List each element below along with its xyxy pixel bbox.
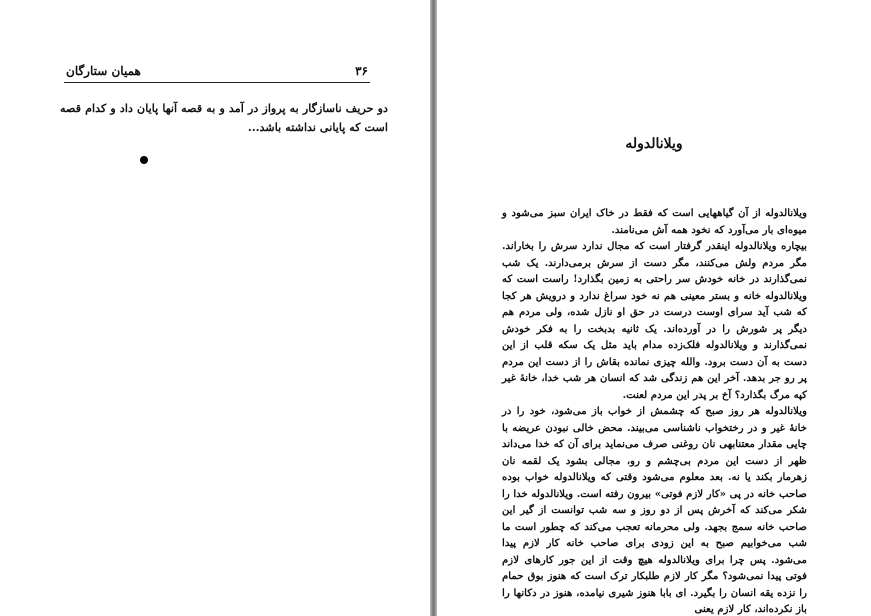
left-page — [0, 0, 430, 616]
chapter-title: ویلانالدوله — [625, 136, 683, 152]
paragraph: بیچاره ویلانالدوله اینقدر گرفتار است که مجال ندارد سرش را بخاراند. مگر مردم ولش می‌کنند، مگر دست از سرش برمی‌دارند. یک شب نمی‌گذارند در خانه خودش سر راحتی به زمین بگذارد! راست است که ویلانالدوله خانه و بستر معینی هم نه خود سراغ ندارد و درویش هر کجا که شب آید سرای اوست درست در حق او نازل شده، ولی مردم هم دیگر پر شورش را در آورده‌اند. یک ثانیه بدبخت را به فکر خودش نمی‌گذارند و ویلانالدوله فلک‌زده مدام باید مثل یک سکه قلب از این دست به آن دست برود. والله چیزی نمانده بقاش را از دست این مردم پر رو جر بدهد. آخر این هم زندگی شد که انسان هر شب خدا، خانهٔ غیر کپه مرگ بگذارد؟ آخ بر پدر این مردم لعنت. — [502, 240, 807, 401]
right-page — [437, 0, 871, 616]
running-title: همیان ستارگان — [66, 64, 141, 78]
running-head — [64, 64, 370, 83]
body-text: دو حریف ناسازگار به پرواز در آمد و به قصه آنها پایان داد و کدام قصه است که پایانی نداشته باشد... — [60, 101, 388, 134]
chapter-body — [502, 205, 807, 616]
end-bullet-icon — [140, 156, 148, 164]
paragraph: ویلانالدوله هر روز صبح که چشمش از خواب باز می‌شود، خود را در خانهٔ غیر و در رختخواب ناشناسی می‌بیند. محض خالی نبودن عریضه با چایی مقدار معتنابهی نان روغنی صرف می‌نماید برای آن که خدا می‌داند ظهر از دست این مردم بی‌چشم و رو، مجالی بشود یک لقمه نان زهرمار بکند یا نه. بعد معلوم می‌شود وقتی که ویلانالدوله خواب بوده صاحب خانه در پی «کار لازم فوتی» بیرون رفته است. ویلانالدوله خدا را شکر می‌کند که آخرش پس از دو روز و سه شب توانست از گیر این صاحب خانه سمج بجهد. ولی محرمانه تعجب می‌کند که چطور است ما شب می‌خوابیم صبح به این زودی برای صاحب خانه کار لازم پیدا می‌شود. پس چرا برای ویلانالدوله هیچ وقت از این جور کارهای لازم فوتی پیدا نمی‌شود؟ مگر کار لازم طلبکار ترک است که هنوز بوق حمام را نزده یقه انسان را بگیرد. ای بابا هنوز شیری نیامده، هنوز در دکانها را باز نکرده‌اند، کار لازم یعنی — [502, 405, 807, 615]
book-gutter — [430, 0, 437, 616]
page-number: ۳۶ — [355, 64, 368, 78]
paragraph: ویلانالدوله از آن گیاههایی است که فقط در خاک ایران سبز می‌شود و میوه‌ای بار می‌آورد که نخود همه آش می‌نامند. — [502, 207, 807, 236]
